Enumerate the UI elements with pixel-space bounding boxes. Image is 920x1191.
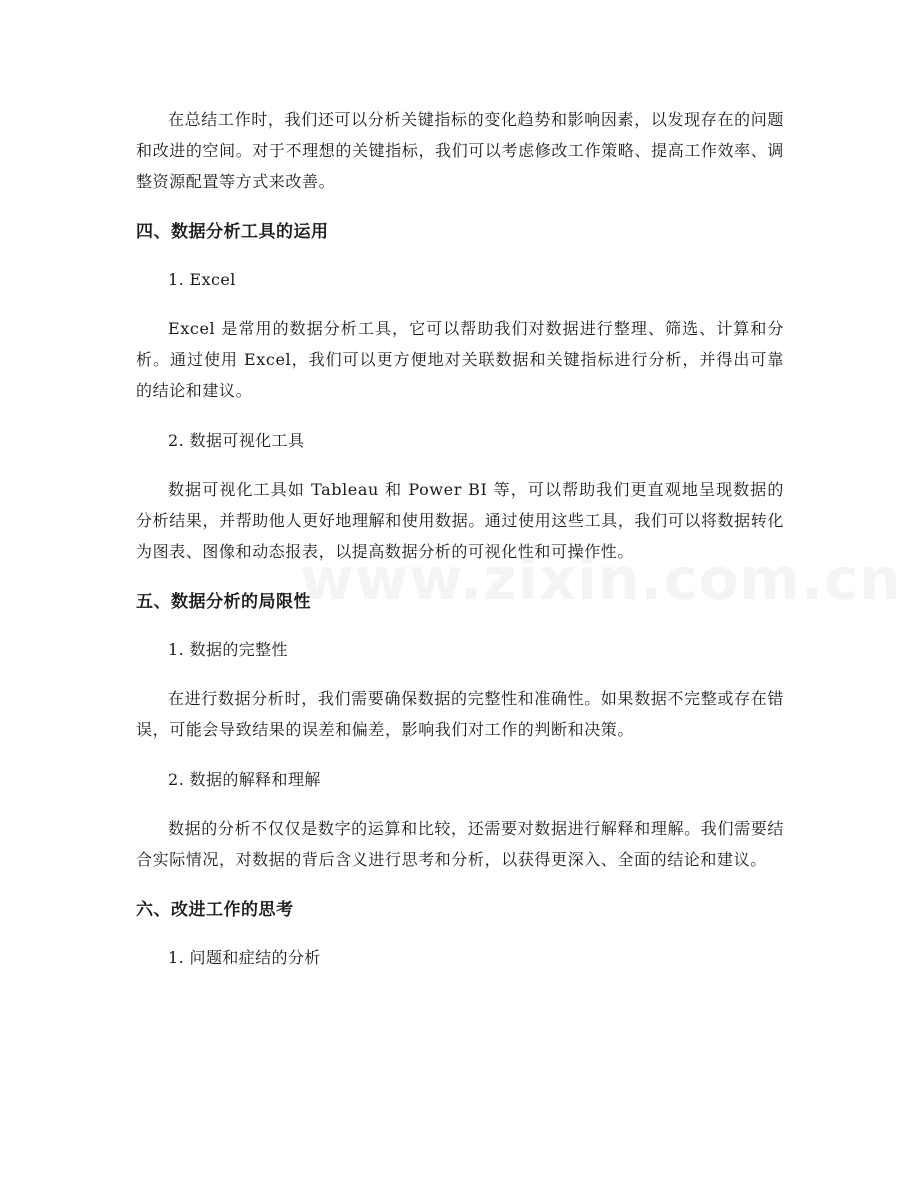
- subheading-problem-analysis: 1. 问题和症结的分析: [168, 948, 321, 967]
- paragraph-summary-trends: 在总结工作时，我们还可以分析关键指标的变化趋势和影响因素，以发现存在的问题和改进的空间。对于不理想的关键指标，我们可以考虑修改工作策略、提高工作效率、调整资源配置等方式来改善。: [136, 110, 784, 191]
- subheading-data-completeness: 1. 数据的完整性: [168, 640, 288, 659]
- section-heading-improvement: 六、改进工作的思考: [136, 900, 294, 920]
- paragraph-visualization-tools: 数据可视化工具如 Tableau 和 Power BI 等，可以帮助我们更直观地呈现数据的分析结果，并帮助他人更好地理解和使用数据。通过使用这些工具，我们可以将数据转化为图表、图像和动态报表，以提高数据分析的可视化性和可操作性。: [136, 480, 784, 561]
- paragraph-data-completeness: 在进行数据分析时，我们需要确保数据的完整性和准确性。如果数据不完整或存在错误，可能会导致结果的误差和偏差，影响我们对工作的判断和决策。: [136, 689, 784, 739]
- subheading-excel: 1. Excel: [168, 270, 236, 289]
- subheading-visualization-tools: 2. 数据可视化工具: [168, 431, 305, 450]
- section-heading-limitations: 五、数据分析的局限性: [136, 592, 311, 612]
- document-body: [136, 104, 784, 991]
- subheading-data-interpretation: 2. 数据的解释和理解: [168, 770, 321, 789]
- section-heading-tools: 四、数据分析工具的运用: [136, 222, 329, 242]
- paragraph-excel: Excel 是常用的数据分析工具，它可以帮助我们对数据进行整理、筛选、计算和分析。通过使用 Excel，我们可以更方便地对关联数据和关键指标进行分析，并得出可靠的结论和建议。: [136, 319, 784, 400]
- paragraph-data-interpretation: 数据的分析不仅仅是数字的运算和比较，还需要对数据进行解释和理解。我们需要结合实际情况，对数据的背后含义进行思考和分析，以获得更深入、全面的结论和建议。: [136, 819, 784, 869]
